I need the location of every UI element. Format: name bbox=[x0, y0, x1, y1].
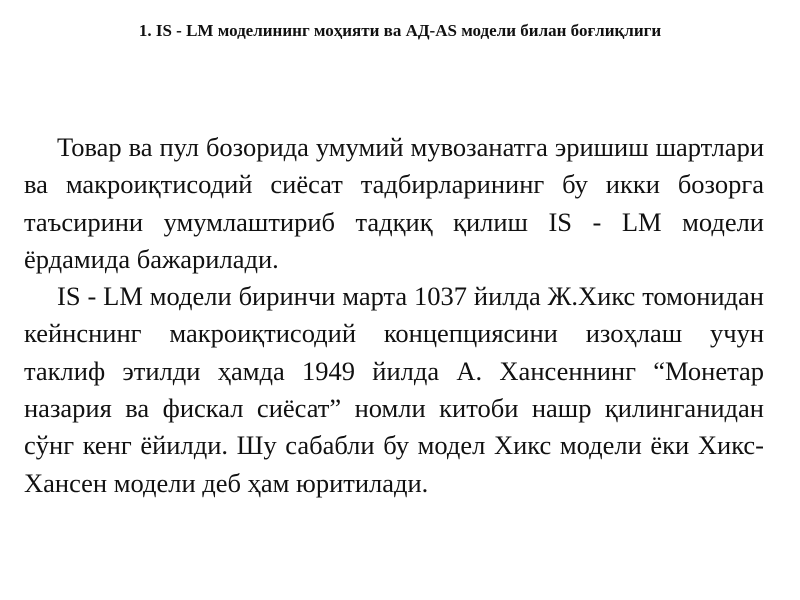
paragraph-1: Товар ва пул бозорида умумий мувозанатга эришиш шартлари ва макроиқтисодий сиёсат тадбирларининг бу икки бозорга таъсирини умумлаштириб тадқиқ қилиш IS - LM модели ёрдамида бажарилади. bbox=[24, 132, 764, 274]
paragraph-2: IS - LM модели биринчи марта 1037 йилда Ж.Хикс томонидан кейнснинг макроиқтисодий концепциясини изоҳлаш учун таклиф этилди ҳамда 1949 йилда А. Хансеннинг “Монетар назария ва фискал сиёсат” номли китоби нашр қилинганидан сўнг кенг ёйилди. Шу сабабли бу модел Хикс модели ёки Хикс-Хансен модели деб ҳам юритилади. bbox=[24, 281, 764, 498]
body-text bbox=[24, 129, 764, 502]
slide-title: 1. IS - LM моделининг моҳияти ва АД-AS модели билан боғлиқлиги bbox=[138, 21, 662, 40]
